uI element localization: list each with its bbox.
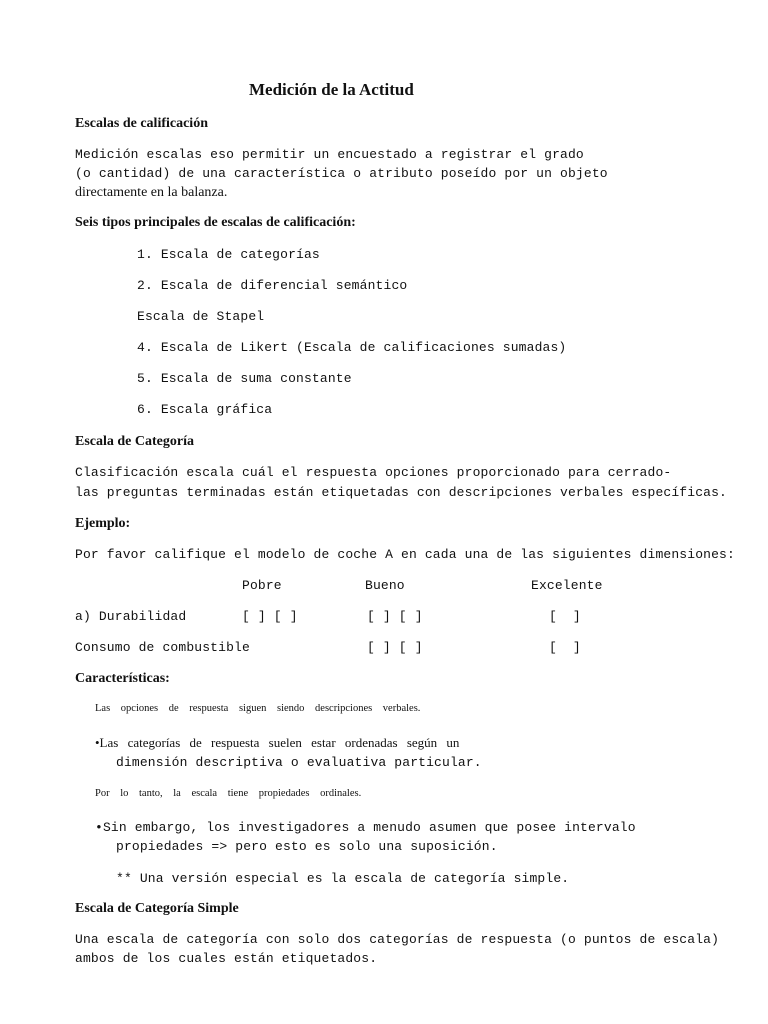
simple-category-line-2: ambos de los cuales están etiquetados. xyxy=(75,951,378,966)
category-scale-line-2: las preguntas terminadas están etiquetadas con descripciones verbales específicas. xyxy=(75,485,728,500)
checkbox-pair-pobre: [ ] [ ] xyxy=(242,609,298,624)
heading-example: Ejemplo: xyxy=(75,516,131,531)
rating-scales-line-2: (o cantidad) de una característica o atributo poseído por un objeto xyxy=(75,166,608,181)
characteristics-bullet-2: •Sin embargo, los investigadores a menudo asumen que posee intervalo xyxy=(95,820,636,835)
scale-type-item: 2. Escala de diferencial semántico xyxy=(137,278,408,293)
characteristics-bullet-1: •Las categorías de respuesta suelen estar ordenadas según un xyxy=(95,735,460,750)
rating-scales-line-3: directamente en la balanza. xyxy=(75,185,228,200)
scale-type-item: 6. Escala gráfica xyxy=(137,402,273,417)
page-title: Medición de la Actitud xyxy=(249,80,414,99)
column-header-excelente: Excelente xyxy=(531,578,603,593)
scale-type-item: 4. Escala de Likert (Escala de calificaciones sumadas) xyxy=(137,340,567,355)
scale-type-item: Escala de Stapel xyxy=(137,309,265,324)
heading-six-types: Seis tipos principales de escalas de calificación: xyxy=(75,215,356,230)
characteristics-bullet-2-cont: propiedades => pero esto es solo una suposición. xyxy=(116,839,498,854)
heading-category-scale: Escala de Categoría xyxy=(75,434,194,449)
column-header-pobre: Pobre xyxy=(242,578,282,593)
characteristics-paragraph-2: Por lo tanto, la escala tiene propiedades ordinales. xyxy=(95,788,362,799)
characteristics-note: ** Una versión especial es la escala de categoría simple. xyxy=(116,871,570,886)
column-header-bueno: Bueno xyxy=(365,578,405,593)
row-label-consumo: Consumo de combustible xyxy=(75,640,250,655)
heading-simple-category: Escala de Categoría Simple xyxy=(75,901,239,916)
heading-rating-scales: Escalas de calificación xyxy=(75,116,208,131)
checkbox-pair-bueno: [ ] [ ] xyxy=(367,640,423,655)
rating-scales-line-1: Medición escalas eso permitir un encuestado a registrar el grado xyxy=(75,147,584,162)
checkbox-excelente: [ ] xyxy=(549,640,581,655)
category-scale-line-1: Clasificación escala cuál el respuesta opciones proporcionado para cerrado- xyxy=(75,465,672,480)
scale-type-item: 5. Escala de suma constante xyxy=(137,371,352,386)
characteristics-bullet-1-cont: dimensión descriptiva o evaluativa particular. xyxy=(116,755,482,770)
simple-category-line-1: Una escala de categoría con solo dos categorías de respuesta (o puntos de escala) xyxy=(75,932,720,947)
example-prompt: Por favor califique el modelo de coche A en cada una de las siguientes dimensiones: xyxy=(75,547,735,562)
heading-characteristics: Características: xyxy=(75,671,170,686)
characteristics-paragraph-1: Las opciones de respuesta siguen siendo descripciones verbales. xyxy=(95,703,421,714)
scale-type-item: 1. Escala de categorías xyxy=(137,247,320,262)
checkbox-pair-bueno: [ ] [ ] xyxy=(367,609,423,624)
checkbox-excelente: [ ] xyxy=(549,609,581,624)
row-label-durabilidad: a) Durabilidad xyxy=(75,609,187,624)
